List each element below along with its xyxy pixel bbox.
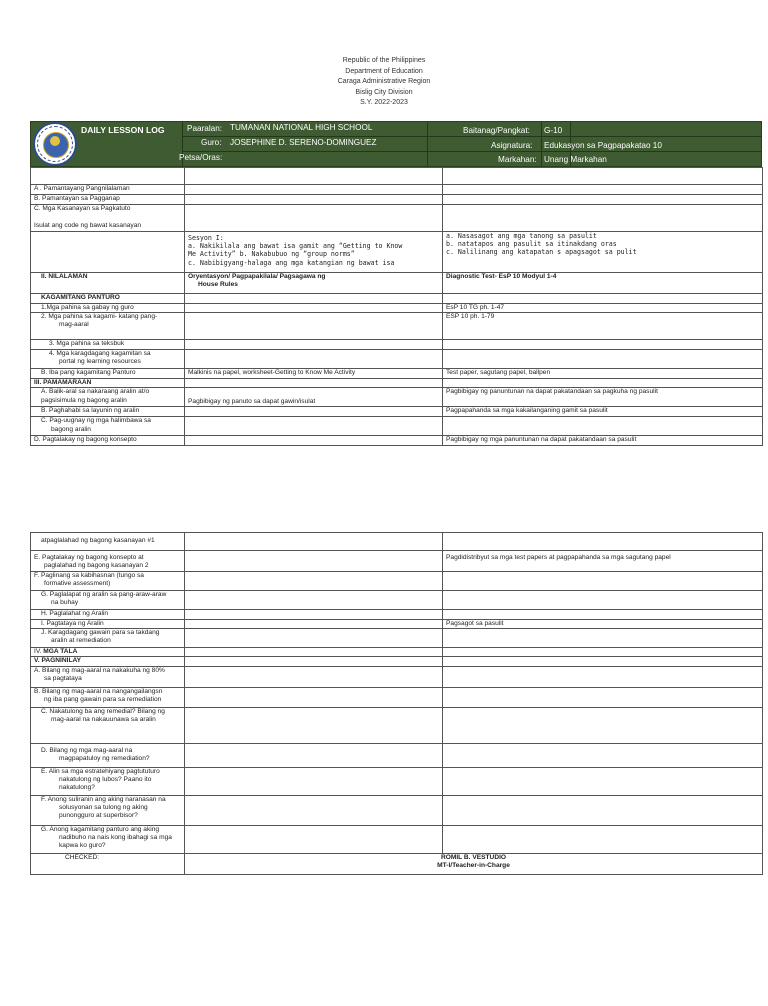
checked-label: CHECKED: <box>31 853 185 874</box>
test-objective: c. Nalilinang ang katapatan s apagsagot sa pulit <box>446 248 637 257</box>
row-label: C. Pag-uugnay ng mga halimbawa sa <box>41 417 151 425</box>
row-label: portal ng learning resources <box>59 358 141 366</box>
paaralan-value: TUMANAN NATIONAL HIGH SCHOOL <box>230 123 373 132</box>
row-label: punongguro at superbisor? <box>59 812 138 820</box>
row-label: E. Alin sa mga estratehiyang pagtututuro <box>41 767 160 775</box>
row-label: sa pagtataya <box>44 674 82 682</box>
row-label: formative assessment) <box>44 580 111 588</box>
lesson-table-top <box>30 167 763 446</box>
nilalaman-value: House Rules <box>198 281 238 289</box>
paaralan-label: Paaralan: <box>187 124 223 133</box>
row-label: H. Paglalahat ng Aralin <box>31 610 185 620</box>
cell-value: Pagbibigay ng panuto sa dapat gawin/isulat <box>185 388 443 407</box>
row-label: 3. Mga pahina sa teksbuk <box>31 340 185 350</box>
row-label: 1.Mga pahina sa gabay ng guro <box>31 304 185 313</box>
section-heading: V. PAGNINILAY <box>31 657 185 666</box>
row-label: C. Mga Kasanayan sa Pagkatuto <box>34 205 131 212</box>
row-label: pagsisimula ng bagong aralin <box>41 396 127 404</box>
row-label: B. Iba pang kagamitang Panturo <box>31 369 185 379</box>
lesson-table-bottom <box>30 532 763 875</box>
asignatura-value: Edukasyon sa Pagpapakatao 10 <box>544 141 662 150</box>
row-label: kapwa ko guro? <box>59 842 106 850</box>
cell-value: Test paper, sagutang papel, ballpen <box>443 369 763 379</box>
row-label: atpaglalahad ng bagong kasanayan #1 <box>31 533 185 551</box>
cell-value: Pagsagot sa pasulit <box>443 620 763 629</box>
baitang-value: G-10 <box>544 126 563 135</box>
row-label: mag-aaral na nakauunawa sa aralin <box>51 715 156 723</box>
cell-value: Malkinis na papel, worksheet-Getting to Know Me Activity <box>185 369 443 379</box>
row-label: ng iba pang gawain para sa remediation <box>44 695 162 703</box>
row-label: nakatulong ng lubos? Paano ito <box>59 775 152 783</box>
header-line: Department of Education <box>345 67 423 75</box>
cell-value: Pagbibigay ng mga panuntunan na dapat pakatandaan sa pasulit <box>443 436 763 446</box>
section-heading: III. PAMAMARAAN <box>31 379 185 388</box>
log-title: DAILY LESSON LOG <box>81 125 165 135</box>
row-label: Isulat ang code ng bawat kasanayan <box>34 222 142 230</box>
sesyon-heading: Sesyon I: <box>188 234 224 242</box>
row-label: D. Pagtalakay ng bagong konsepto <box>31 436 185 446</box>
row-label: G. Anong kagamitang panturo ang aking <box>41 825 160 833</box>
markahan-label: Markahan: <box>498 155 537 164</box>
row-label: nakatulong? <box>59 784 95 792</box>
cell-value: Pagdidistribyut sa mga test papers at pagpapahanda sa mga sagutang papel <box>443 551 763 572</box>
nilalaman-value: Diagnostic Test- EsP 10 Modyul 1-4 <box>443 273 763 294</box>
sesyon-objective: Me Activity” b. Nakabubuo ng “group norms” <box>188 250 355 259</box>
row-label: mag-aaral <box>59 321 89 329</box>
section-heading: II. NILALAMAN <box>31 273 185 294</box>
row-label: magpapatuloy ng remediation? <box>59 754 150 762</box>
row-label: A . Pamantayang Pangnilalaman <box>31 185 185 195</box>
row-label: 2. Mga pahina sa kagami- katang pang- <box>41 313 158 321</box>
row-label: nadibuho na nais kong ibahagi sa mga <box>59 833 172 841</box>
cell-value: ESP 10 ph. 1-79 <box>443 313 763 340</box>
signer-name: ROMIL B. VESTUDIO <box>440 853 507 861</box>
row-label: B. Paghahabi sa layunin ng aralin <box>31 407 185 417</box>
sesyon-objective: c. Nabibigyang-halaga ang mga katangian ng bawat isa <box>188 258 395 267</box>
row-label: D. Bilang ng mga mag-aaral na <box>41 746 133 754</box>
asignatura-label: Asignatura: <box>491 141 533 150</box>
baitang-label: Baitanag/Pangkat: <box>463 126 530 135</box>
header-line: S.Y. 2022-2023 <box>360 99 408 107</box>
row-label: A. Bilang ng mag-aaral na nakakuha ng 80% <box>34 666 165 674</box>
cell-value: Pagpapahanda sa mga kakailanganing gamit sa pasulit <box>443 407 763 417</box>
row-label: na buhay <box>51 599 79 607</box>
guro-label: Guro: <box>201 138 222 147</box>
sesyon-objective: a. Nakikilala ang bawat isa gamit ang “Getting to Know <box>188 242 403 251</box>
section-heading: MGA TALA <box>43 648 78 656</box>
section-heading: KAGAMITANG PANTURO <box>31 294 185 304</box>
guro-value: JOSEPHINE D. SERENO-DOMINGUEZ <box>230 138 377 147</box>
row-label: B. Pamantayan sa Pagganap <box>31 195 185 205</box>
row-label: F. Paglinang sa kabihasnan (tungo sa <box>34 572 144 579</box>
petsa-label: Petsa/Oras: <box>179 153 223 162</box>
header-line: Bislig City Division <box>355 88 413 96</box>
row-label: 4. Mga karagdagang kagamitan sa <box>49 350 151 358</box>
signer-title: MT-I/Teacher-in-Charge <box>437 861 510 869</box>
test-objective: b. natatapos ang pasulit sa itinakdang oras <box>446 240 617 249</box>
row-label: F. Anong suliranin ang aking naranasan na <box>41 795 166 803</box>
document-header <box>0 56 768 109</box>
row-label: I. Pagtataya ng Aralin <box>31 620 185 629</box>
row-label: IV. <box>34 648 44 656</box>
cell-value: EsP 10 TG ph. 1-47 <box>443 304 763 313</box>
row-label: A. Balik-aral sa nakaraang aralin at/o <box>41 388 150 396</box>
header-line: Caraga Administrative Region <box>337 78 431 86</box>
test-objective: a. Nasasagot ang mga tanong sa pasulit <box>446 232 597 240</box>
deped-seal-logo <box>33 122 77 166</box>
row-label: aralin at remediation <box>51 637 111 645</box>
row-label: G. Paglalapat ng aralin sa pang-araw-araw <box>41 591 167 598</box>
row-label: J. Karagdagang gawain para sa takdang <box>41 629 160 637</box>
row-label: bagong aralin <box>51 425 91 433</box>
row-label: E. Pagtalakay ng bagong konsepto at <box>34 554 144 561</box>
row-label: C. Nakatulong ba ang remedial? Bilang ng <box>41 707 165 715</box>
lesson-log-banner <box>30 121 762 167</box>
row-label: solusyonan sa tulong ng aking <box>59 803 148 811</box>
markahan-value: Unang Markahan <box>544 155 607 164</box>
cell-value: Pagbibigay ng panuntunan na dapat pakatandaan sa pagkuha ng pasulit <box>443 388 763 407</box>
nilalaman-value: Oryentasyon/ Pagpapakilala/ Pagsagawa ng <box>188 273 326 280</box>
row-label: paglalahad ng bagong kasanayan 2 <box>44 562 149 570</box>
header-line: Republic of the Philippines <box>342 57 426 64</box>
row-label: B. Bilang ng mag-aaral na nangangailangsn <box>34 687 163 695</box>
